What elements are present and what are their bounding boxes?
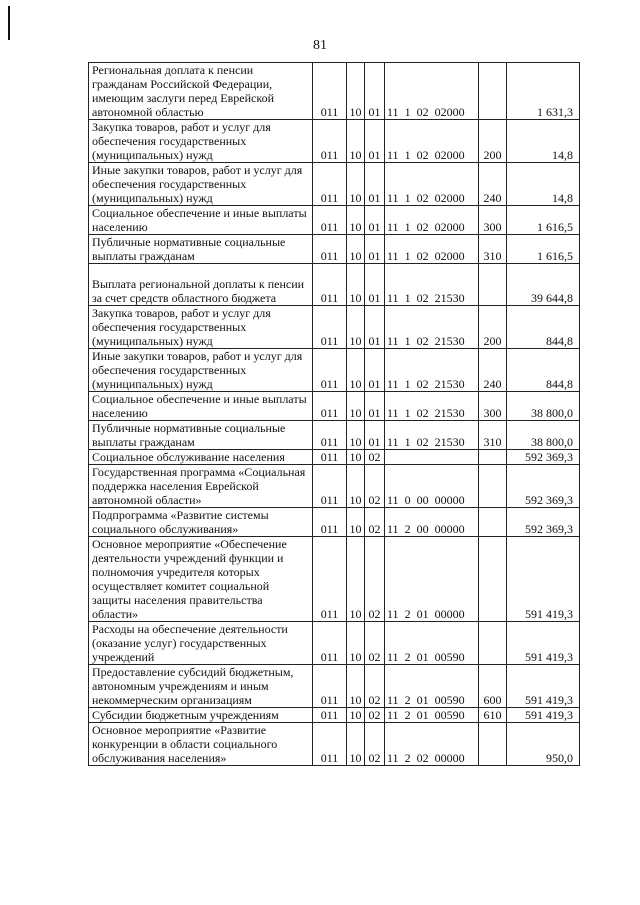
ministry-code-cell: 011 bbox=[313, 264, 347, 306]
row-name-cell: Расходы на обеспечение деятельности (оказание услуг) государственных учреждений bbox=[89, 622, 313, 665]
section-code-cell: 10 bbox=[347, 465, 365, 508]
target-code-part: 21530 bbox=[434, 334, 465, 348]
expense-type-cell bbox=[479, 723, 507, 766]
ministry-code-cell: 011 bbox=[313, 421, 347, 450]
margin-mark bbox=[8, 6, 10, 40]
target-code-part: 02 bbox=[416, 148, 429, 162]
target-article-cell bbox=[385, 392, 479, 421]
ministry-code-cell: 011 bbox=[313, 163, 347, 206]
expense-type-cell: 240 bbox=[479, 163, 507, 206]
amount-cell: 1 631,3 bbox=[507, 63, 580, 120]
target-code-part: 1 bbox=[404, 249, 411, 263]
target-article-cell bbox=[385, 235, 479, 264]
target-code-part: 00 bbox=[416, 522, 429, 536]
expense-type-cell: 300 bbox=[479, 392, 507, 421]
subsection-code-cell: 02 bbox=[365, 723, 385, 766]
target-code-part: 21530 bbox=[434, 377, 465, 391]
target-code-part: 00000 bbox=[434, 751, 465, 765]
target-code-part: 02 bbox=[416, 291, 429, 305]
ministry-code-cell: 011 bbox=[313, 235, 347, 264]
ministry-code-cell: 011 bbox=[313, 63, 347, 120]
target-code-part: 01 bbox=[416, 708, 429, 722]
row-name-cell: Субсидии бюджетным учреждениям bbox=[89, 708, 313, 723]
section-code-cell: 10 bbox=[347, 450, 365, 465]
budget-table bbox=[88, 62, 580, 766]
ministry-code-cell: 011 bbox=[313, 392, 347, 421]
section-code-cell: 10 bbox=[347, 723, 365, 766]
target-code-part: 21530 bbox=[434, 406, 465, 420]
amount-cell: 591 419,3 bbox=[507, 708, 580, 723]
target-code-part: 02 bbox=[416, 105, 429, 119]
amount-cell: 844,8 bbox=[507, 306, 580, 349]
amount-cell: 592 369,3 bbox=[507, 508, 580, 537]
target-code-part: 11 bbox=[387, 191, 399, 205]
target-code-part: 11 bbox=[387, 105, 399, 119]
amount-cell: 950,0 bbox=[507, 723, 580, 766]
expense-type-cell: 310 bbox=[479, 421, 507, 450]
ministry-code-cell: 011 bbox=[313, 723, 347, 766]
amount-cell: 592 369,3 bbox=[507, 465, 580, 508]
target-article-cell bbox=[385, 421, 479, 450]
target-code-part: 00000 bbox=[434, 522, 465, 536]
target-code-part: 02 bbox=[416, 334, 429, 348]
target-article-cell bbox=[385, 450, 479, 465]
table-row bbox=[89, 421, 580, 450]
row-name-cell: Государственная программа «Социальная поддержка населения Еврейской автономной области» bbox=[89, 465, 313, 508]
subsection-code-cell: 02 bbox=[365, 508, 385, 537]
table-row bbox=[89, 120, 580, 163]
page-number: 81 bbox=[313, 38, 327, 53]
table-row bbox=[89, 235, 580, 264]
subsection-code-cell: 02 bbox=[365, 450, 385, 465]
table-row bbox=[89, 723, 580, 766]
row-name-cell: Закупка товаров, работ и услуг для обеспечения государственных (муниципальных) нужд bbox=[89, 306, 313, 349]
subsection-code-cell: 01 bbox=[365, 206, 385, 235]
row-name-cell: Выплата региональной доплаты к пенсии за счет средств областного бюджета bbox=[89, 264, 313, 306]
row-name-cell: Предоставление субсидий бюджетным, автономным учреждениям и иным некоммерческим организациям bbox=[89, 665, 313, 708]
ministry-code-cell: 011 bbox=[313, 665, 347, 708]
target-code-part: 02000 bbox=[434, 148, 465, 162]
target-code-part: 1 bbox=[404, 105, 411, 119]
target-article-cell bbox=[385, 63, 479, 120]
target-code-part: 2 bbox=[404, 693, 411, 707]
amount-cell: 14,8 bbox=[507, 120, 580, 163]
expense-type-cell bbox=[479, 450, 507, 465]
expense-type-cell bbox=[479, 508, 507, 537]
subsection-code-cell: 01 bbox=[365, 63, 385, 120]
section-code-cell: 10 bbox=[347, 508, 365, 537]
amount-cell: 38 800,0 bbox=[507, 421, 580, 450]
section-code-cell: 10 bbox=[347, 264, 365, 306]
target-article-cell bbox=[385, 508, 479, 537]
target-code-part: 1 bbox=[404, 220, 411, 234]
target-code-part: 11 bbox=[387, 751, 399, 765]
target-code-part: 11 bbox=[387, 406, 399, 420]
target-code-part: 02000 bbox=[434, 220, 465, 234]
expense-type-cell: 600 bbox=[479, 665, 507, 708]
target-code-part: 02000 bbox=[434, 105, 465, 119]
row-name-cell: Публичные нормативные социальные выплаты гражданам bbox=[89, 235, 313, 264]
target-code-part: 1 bbox=[404, 148, 411, 162]
target-code-part: 11 bbox=[387, 435, 399, 449]
target-code-part: 11 bbox=[387, 522, 399, 536]
subsection-code-cell: 02 bbox=[365, 537, 385, 622]
target-code-part: 00000 bbox=[434, 493, 465, 507]
amount-cell: 14,8 bbox=[507, 163, 580, 206]
expense-type-cell: 200 bbox=[479, 120, 507, 163]
ministry-code-cell: 011 bbox=[313, 349, 347, 392]
expense-type-cell: 240 bbox=[479, 349, 507, 392]
expense-type-cell bbox=[479, 264, 507, 306]
row-name-cell: Подпрограмма «Развитие системы социального обслуживания» bbox=[89, 508, 313, 537]
row-name-cell: Социальное обслуживание населения bbox=[89, 450, 313, 465]
amount-cell: 591 419,3 bbox=[507, 537, 580, 622]
table-row bbox=[89, 206, 580, 235]
ministry-code-cell: 011 bbox=[313, 450, 347, 465]
expense-type-cell: 300 bbox=[479, 206, 507, 235]
target-code-part: 1 bbox=[404, 191, 411, 205]
amount-cell: 1 616,5 bbox=[507, 235, 580, 264]
target-code-part: 11 bbox=[387, 220, 399, 234]
ministry-code-cell: 011 bbox=[313, 508, 347, 537]
target-code-part: 11 bbox=[387, 650, 399, 664]
target-code-part: 11 bbox=[387, 493, 399, 507]
target-code-part: 2 bbox=[404, 751, 411, 765]
section-code-cell: 10 bbox=[347, 665, 365, 708]
target-code-part: 11 bbox=[387, 607, 399, 621]
target-article-cell bbox=[385, 723, 479, 766]
target-code-part: 02000 bbox=[434, 191, 465, 205]
target-code-part: 02 bbox=[416, 220, 429, 234]
table-row bbox=[89, 392, 580, 421]
table-row bbox=[89, 306, 580, 349]
expense-type-cell: 310 bbox=[479, 235, 507, 264]
target-code-part: 02 bbox=[416, 377, 429, 391]
table-row bbox=[89, 264, 580, 306]
target-article-cell bbox=[385, 465, 479, 508]
target-code-part: 01 bbox=[416, 607, 429, 621]
target-code-part: 02 bbox=[416, 435, 429, 449]
target-code-part: 2 bbox=[404, 708, 411, 722]
section-code-cell: 10 bbox=[347, 63, 365, 120]
subsection-code-cell: 02 bbox=[365, 665, 385, 708]
amount-cell: 591 419,3 bbox=[507, 665, 580, 708]
row-name-cell: Основное мероприятие «Обеспечение деятельности учреждений функции и полномочия учредителя которых осуществляет комитет социальной защиты населения правительства области» bbox=[89, 537, 313, 622]
table-row bbox=[89, 537, 580, 622]
target-code-part: 1 bbox=[404, 291, 411, 305]
table-row bbox=[89, 708, 580, 723]
target-code-part: 11 bbox=[387, 708, 399, 722]
row-name-cell: Публичные нормативные социальные выплаты гражданам bbox=[89, 421, 313, 450]
target-code-part: 2 bbox=[404, 607, 411, 621]
expense-type-cell bbox=[479, 465, 507, 508]
target-code-part: 02 bbox=[416, 249, 429, 263]
ministry-code-cell: 011 bbox=[313, 206, 347, 235]
target-code-part: 1 bbox=[404, 377, 411, 391]
table-row bbox=[89, 63, 580, 120]
target-article-cell bbox=[385, 206, 479, 235]
ministry-code-cell: 011 bbox=[313, 306, 347, 349]
row-name-cell: Иные закупки товаров, работ и услуг для обеспечения государственных (муниципальных) нужд bbox=[89, 349, 313, 392]
section-code-cell: 10 bbox=[347, 163, 365, 206]
row-name-cell: Региональная доплата к пенсии гражданам Российской Федерации, имеющим заслуги перед Еврейской автономной областью bbox=[89, 63, 313, 120]
target-article-cell bbox=[385, 349, 479, 392]
target-code-part: 01 bbox=[416, 650, 429, 664]
target-code-part: 11 bbox=[387, 334, 399, 348]
section-code-cell: 10 bbox=[347, 306, 365, 349]
subsection-code-cell: 02 bbox=[365, 465, 385, 508]
expense-type-cell bbox=[479, 622, 507, 665]
target-code-part: 01 bbox=[416, 693, 429, 707]
ministry-code-cell: 011 bbox=[313, 465, 347, 508]
table-row bbox=[89, 508, 580, 537]
section-code-cell: 10 bbox=[347, 622, 365, 665]
target-article-cell bbox=[385, 708, 479, 723]
target-code-part: 11 bbox=[387, 291, 399, 305]
table-row bbox=[89, 163, 580, 206]
target-code-part: 11 bbox=[387, 693, 399, 707]
expense-type-cell bbox=[479, 537, 507, 622]
subsection-code-cell: 01 bbox=[365, 235, 385, 264]
table-row bbox=[89, 665, 580, 708]
amount-cell: 592 369,3 bbox=[507, 450, 580, 465]
row-name-cell: Социальное обеспечение и иные выплаты населению bbox=[89, 392, 313, 421]
subsection-code-cell: 01 bbox=[365, 163, 385, 206]
target-code-part: 02000 bbox=[434, 249, 465, 263]
table-row bbox=[89, 450, 580, 465]
target-code-part: 02 bbox=[416, 751, 429, 765]
amount-cell: 39 644,8 bbox=[507, 264, 580, 306]
target-article-cell bbox=[385, 537, 479, 622]
subsection-code-cell: 02 bbox=[365, 622, 385, 665]
ministry-code-cell: 011 bbox=[313, 622, 347, 665]
table-row bbox=[89, 622, 580, 665]
target-article-cell bbox=[385, 665, 479, 708]
target-code-part: 02 bbox=[416, 191, 429, 205]
table-row bbox=[89, 465, 580, 508]
target-code-part: 21530 bbox=[434, 291, 465, 305]
target-code-part: 00000 bbox=[434, 607, 465, 621]
ministry-code-cell: 011 bbox=[313, 120, 347, 163]
target-article-cell bbox=[385, 120, 479, 163]
target-code-part: 2 bbox=[404, 522, 411, 536]
subsection-code-cell: 02 bbox=[365, 708, 385, 723]
target-code-part: 11 bbox=[387, 249, 399, 263]
target-code-part: 1 bbox=[404, 435, 411, 449]
amount-cell: 591 419,3 bbox=[507, 622, 580, 665]
target-code-part: 2 bbox=[404, 650, 411, 664]
expense-type-cell: 610 bbox=[479, 708, 507, 723]
amount-cell: 38 800,0 bbox=[507, 392, 580, 421]
section-code-cell: 10 bbox=[347, 421, 365, 450]
row-name-cell: Основное мероприятие «Развитие конкуренции в области социального обслуживания населения» bbox=[89, 723, 313, 766]
subsection-code-cell: 01 bbox=[365, 264, 385, 306]
target-code-part: 00 bbox=[416, 493, 429, 507]
target-code-part: 1 bbox=[404, 334, 411, 348]
row-name-cell: Иные закупки товаров, работ и услуг для обеспечения государственных (муниципальных) нужд bbox=[89, 163, 313, 206]
target-code-part: 00590 bbox=[434, 708, 465, 722]
ministry-code-cell: 011 bbox=[313, 708, 347, 723]
ministry-code-cell: 011 bbox=[313, 537, 347, 622]
target-code-part: 11 bbox=[387, 377, 399, 391]
amount-cell: 844,8 bbox=[507, 349, 580, 392]
section-code-cell: 10 bbox=[347, 537, 365, 622]
subsection-code-cell: 01 bbox=[365, 349, 385, 392]
target-code-part: 0 bbox=[404, 493, 411, 507]
section-code-cell: 10 bbox=[347, 235, 365, 264]
target-article-cell bbox=[385, 264, 479, 306]
subsection-code-cell: 01 bbox=[365, 421, 385, 450]
section-code-cell: 10 bbox=[347, 206, 365, 235]
section-code-cell: 10 bbox=[347, 120, 365, 163]
row-name-cell: Закупка товаров, работ и услуг для обеспечения государственных (муниципальных) нужд bbox=[89, 120, 313, 163]
target-code-part: 21530 bbox=[434, 435, 465, 449]
subsection-code-cell: 01 bbox=[365, 306, 385, 349]
target-code-part: 02 bbox=[416, 406, 429, 420]
target-code-part: 00590 bbox=[434, 693, 465, 707]
section-code-cell: 10 bbox=[347, 392, 365, 421]
target-code-part: 1 bbox=[404, 406, 411, 420]
expense-type-cell bbox=[479, 63, 507, 120]
section-code-cell: 10 bbox=[347, 349, 365, 392]
amount-cell: 1 616,5 bbox=[507, 206, 580, 235]
subsection-code-cell: 01 bbox=[365, 392, 385, 421]
section-code-cell: 10 bbox=[347, 708, 365, 723]
target-article-cell bbox=[385, 163, 479, 206]
target-code-part: 00590 bbox=[434, 650, 465, 664]
table-row bbox=[89, 349, 580, 392]
subsection-code-cell: 01 bbox=[365, 120, 385, 163]
target-article-cell bbox=[385, 306, 479, 349]
target-article-cell bbox=[385, 622, 479, 665]
target-code-part: 11 bbox=[387, 148, 399, 162]
expense-type-cell: 200 bbox=[479, 306, 507, 349]
row-name-cell: Социальное обеспечение и иные выплаты населению bbox=[89, 206, 313, 235]
